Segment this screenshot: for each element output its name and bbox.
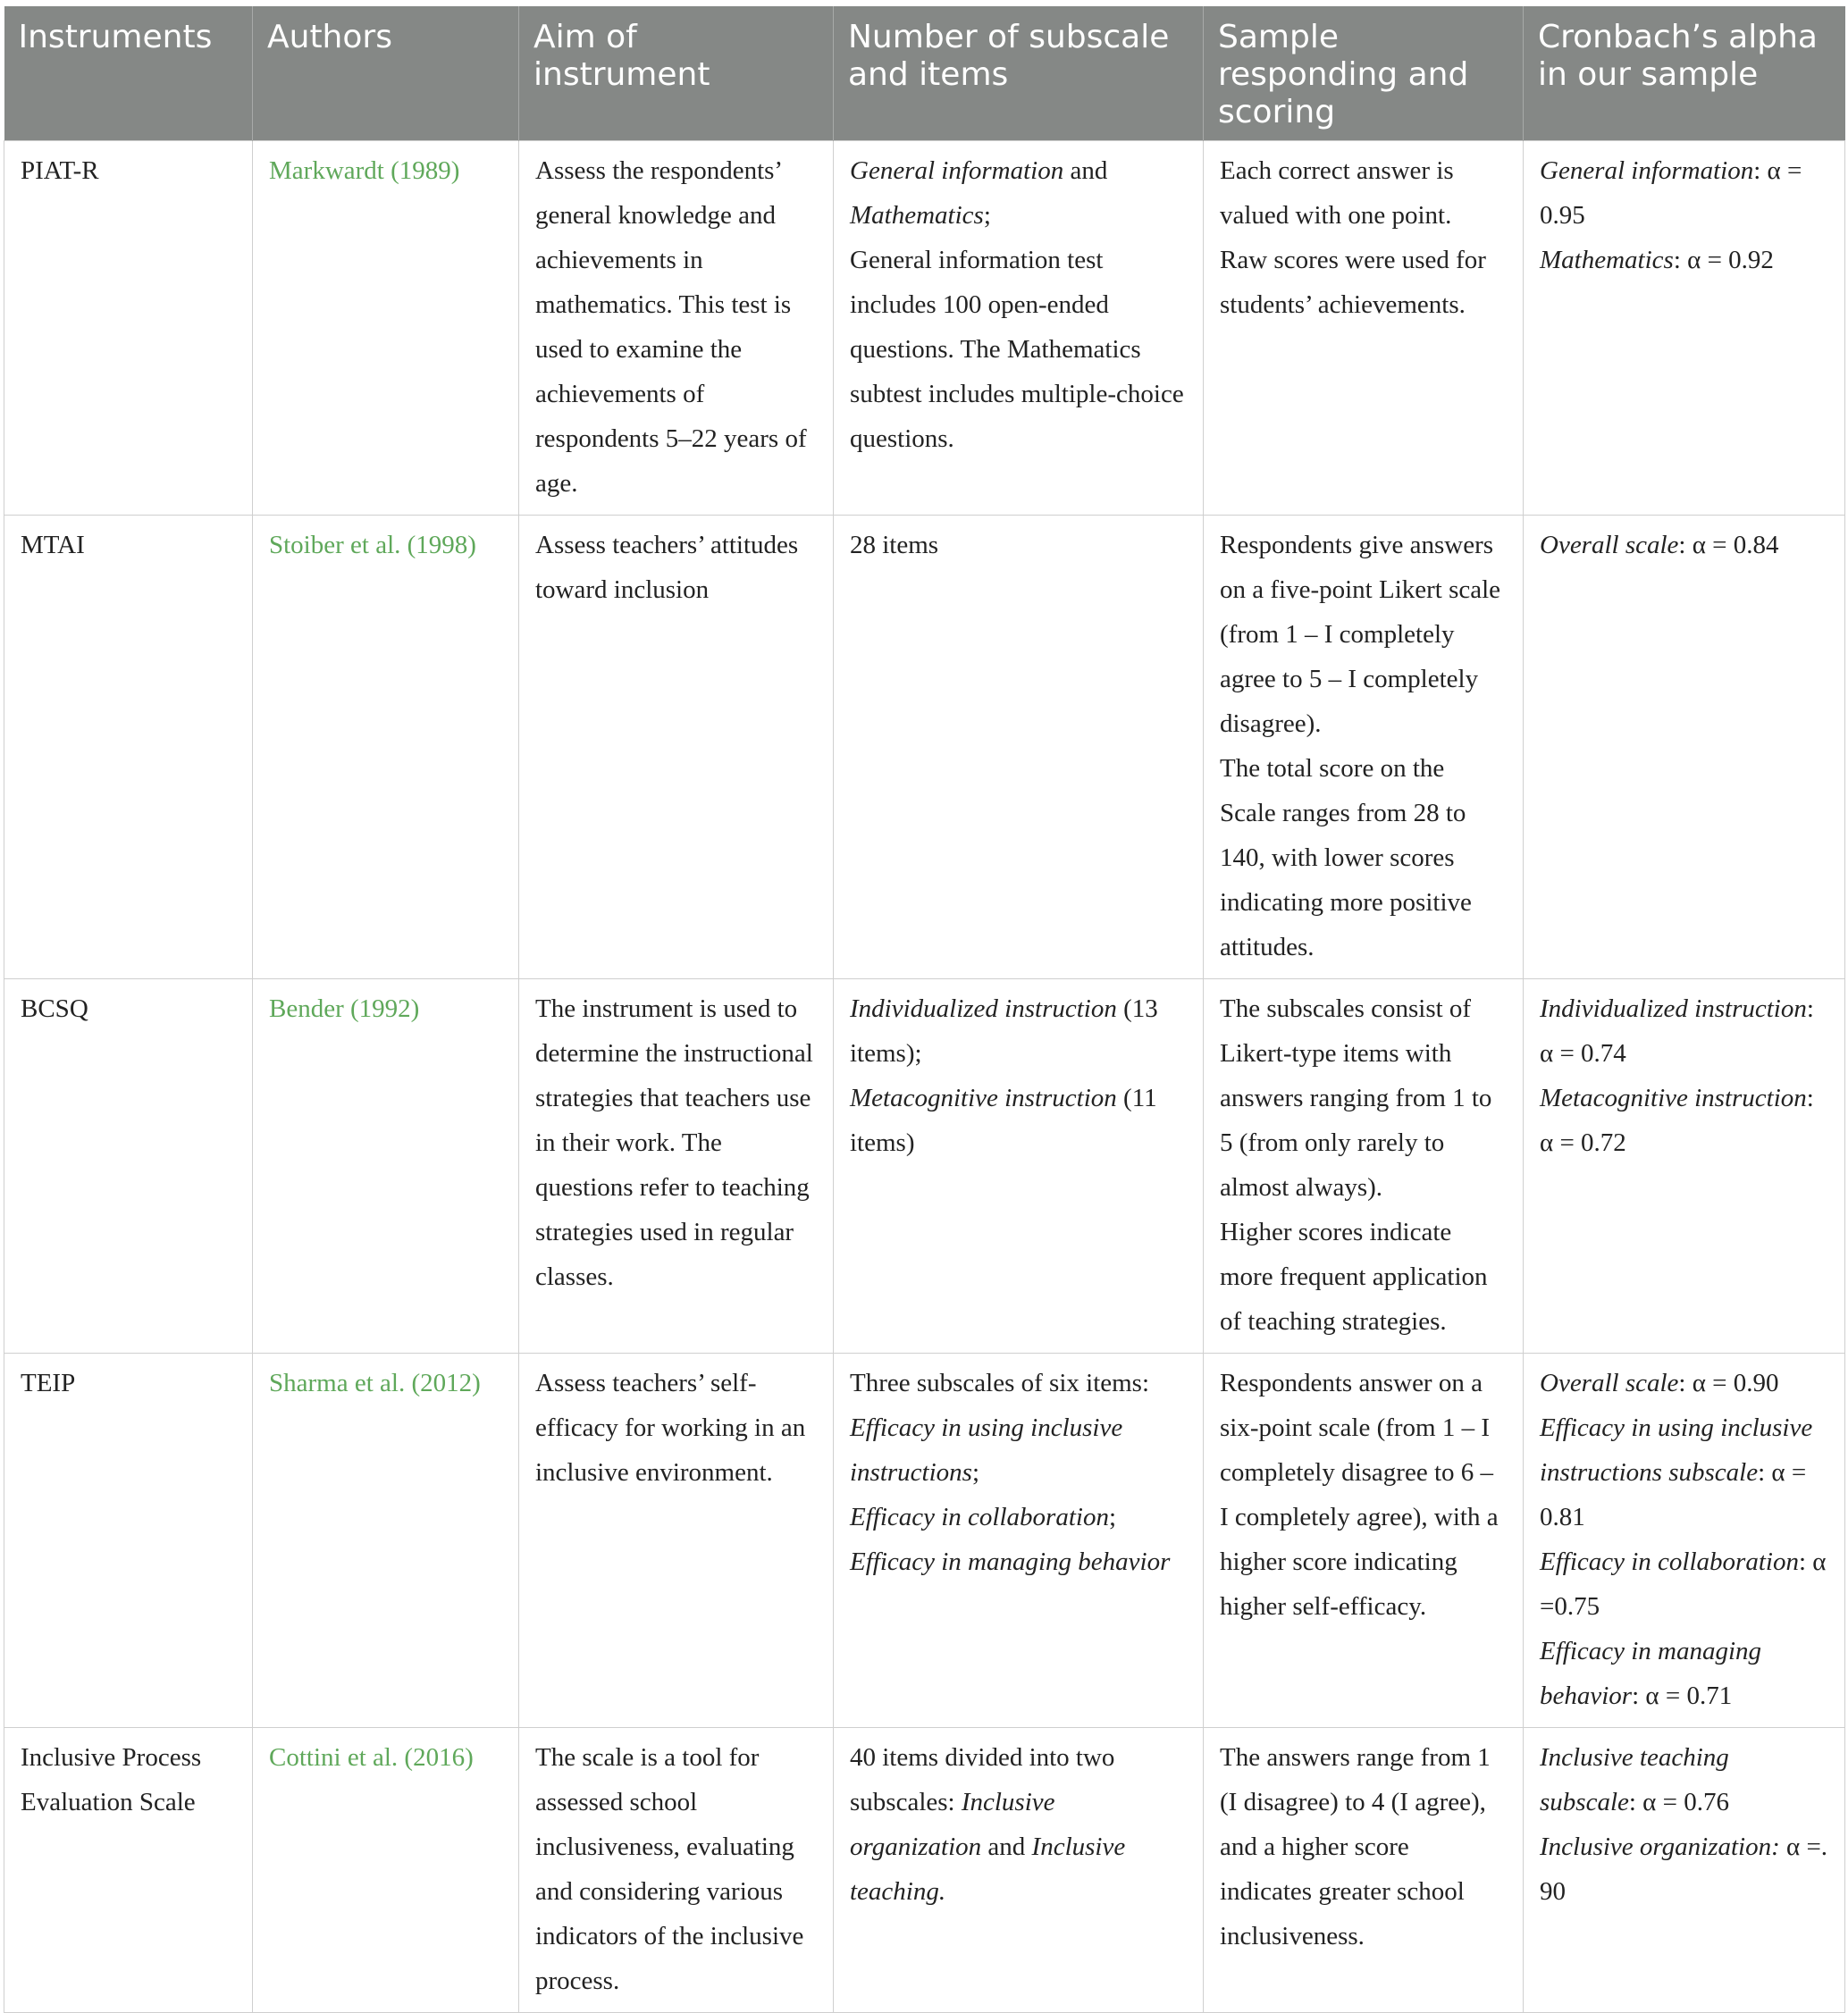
cell-author (253, 516, 519, 979)
items-line (850, 1735, 1187, 1914)
cell-author (253, 141, 519, 516)
cell-items (834, 1354, 1204, 1728)
alpha-line (1540, 1824, 1828, 1914)
cell-author (253, 1354, 519, 1728)
items-italic: Efficacy in using inclusive instructions (850, 1413, 1123, 1487)
alpha-line (1540, 986, 1828, 1076)
author-citation-link[interactable]: Bender (1992) (269, 994, 420, 1023)
alpha-value: : α =0.75 (1540, 1547, 1827, 1621)
cell-aim: The scale is a tool for assessed school inclusiveness, evaluating and considering various indicators of the inclusive process. (519, 1728, 834, 2013)
cell-instrument: MTAI (4, 516, 253, 979)
items-line (850, 1076, 1187, 1165)
cell-items (834, 141, 1204, 516)
items-line (850, 1405, 1187, 1495)
items-italic: General information (850, 156, 1064, 185)
alpha-value: : α = 0.95 (1540, 156, 1802, 230)
scoring-line: The answers range from 1 (I disagree) to 4 (I agree), and a higher score indicates greater school inclusiveness. (1220, 1743, 1491, 1950)
items-italic: Efficacy in managing behavior (850, 1547, 1171, 1576)
author-citation-link[interactable]: Markwardt (1989) (269, 156, 460, 185)
alpha-value: : α = 0.81 (1540, 1458, 1807, 1531)
alpha-value: : α = 0.72 (1540, 1084, 1814, 1157)
cell-aim: Assess teachers’ attitudes toward inclusion (519, 516, 834, 979)
cell-instrument: TEIP (4, 1354, 253, 1728)
alpha-label: Inclusive teaching subscale (1540, 1743, 1729, 1816)
items-text: 40 items divided into two subscales: (850, 1743, 1115, 1816)
table-row (4, 979, 1845, 1354)
table-body (4, 141, 1845, 2013)
items-italic: Mathematics (850, 201, 984, 230)
cell-instrument: PIAT-R (4, 141, 253, 516)
alpha-value: : α = 0.90 (1678, 1369, 1779, 1397)
cell-instrument: Inclusive Process Evaluation Scale (4, 1728, 253, 2013)
alpha-line (1540, 1735, 1828, 1824)
alpha-line (1540, 238, 1828, 282)
alpha-value: α =. 90 (1540, 1833, 1828, 1906)
cell-alpha (1524, 1354, 1845, 1728)
items-italic: Inclusive teaching. (850, 1833, 1126, 1906)
cell-scoring (1204, 516, 1524, 979)
cell-aim: Assess teachers’ self-efficacy for working in an inclusive environment. (519, 1354, 834, 1728)
cell-alpha (1524, 979, 1845, 1354)
cell-alpha (1524, 141, 1845, 516)
alpha-label: General information (1540, 156, 1754, 185)
items-text: and (981, 1833, 1032, 1861)
alpha-value: : α = 0.76 (1628, 1788, 1729, 1816)
items-text: (13 items); (850, 994, 1158, 1068)
items-italic: Efficacy in collaboration (850, 1503, 1109, 1531)
cell-scoring (1204, 979, 1524, 1354)
scoring-line: Higher scores indicate more frequent application of teaching strategies. (1220, 1218, 1488, 1336)
cell-aim: The instrument is used to determine the instructional strategies that teachers use in their work. The questions refer to teaching strategies used in regular classes. (519, 979, 834, 1354)
alpha-line (1540, 148, 1828, 238)
cell-scoring (1204, 1354, 1524, 1728)
cell-items (834, 1728, 1204, 2013)
cell-scoring (1204, 141, 1524, 516)
items-text: ; (971, 1458, 980, 1487)
table-row (4, 1354, 1845, 1728)
alpha-label: Metacognitive instruction (1540, 1084, 1807, 1112)
header-cronbach-alpha: Cronbach’s alpha in our sample (1524, 6, 1845, 141)
table-header (4, 6, 1845, 141)
scoring-line: Raw scores were used for students’ achievements. (1220, 246, 1486, 319)
alpha-label: Efficacy in collaboration (1540, 1547, 1799, 1576)
header-instruments: Instruments (4, 6, 253, 141)
alpha-line (1540, 1629, 1828, 1718)
alpha-label: Overall scale (1540, 1369, 1679, 1397)
items-italic: Metacognitive instruction (850, 1084, 1117, 1112)
header-subscales-items: Number of subscale and items (834, 6, 1204, 141)
table-row (4, 516, 1845, 979)
items-text: (11 items) (850, 1084, 1157, 1157)
items-line: Three subscales of six items: (850, 1369, 1150, 1397)
cell-instrument: BCSQ (4, 979, 253, 1354)
items-line (850, 1495, 1187, 1539)
header-sample-scoring: Sample responding and scoring (1204, 6, 1524, 141)
author-citation-link[interactable]: Cottini et al. (2016) (269, 1743, 474, 1772)
alpha-value: : α = 0.84 (1678, 531, 1779, 559)
alpha-label: Mathematics (1540, 246, 1674, 274)
scoring-line: Respondents answer on a six-point scale (from 1 – I completely disagree to 6 – I completely agree), with a higher score indicating higher self-efficacy. (1220, 1369, 1499, 1621)
alpha-value: : α = 0.71 (1632, 1682, 1733, 1710)
alpha-label: Inclusive organization: (1540, 1833, 1780, 1861)
items-italic: Inclusive organization (850, 1788, 1055, 1861)
cell-items: 28 items (834, 516, 1204, 979)
items-line (850, 148, 1187, 238)
alpha-line (1540, 1405, 1828, 1539)
author-citation-link[interactable]: Sharma et al. (2012) (269, 1369, 481, 1397)
items-text: ; (1108, 1503, 1117, 1531)
items-italic: Individualized instruction (850, 994, 1117, 1023)
items-text: and (1063, 156, 1108, 185)
header-aim: Aim of instrument (519, 6, 834, 141)
alpha-label: Efficacy in using inclusive instructions subscale (1540, 1413, 1813, 1487)
scoring-line: Respondents give answers on a five-point Likert scale (from 1 – I completely agree to 5 – I completely disagree). (1220, 531, 1501, 738)
scoring-line: The subscales consist of Likert-type items with answers ranging from 1 to 5 (from only rarely to almost always). (1220, 994, 1492, 1202)
scoring-line: The total score on the Scale ranges from 28 to 140, with lower scores indicating more positive attitudes. (1220, 754, 1472, 961)
alpha-value: : α = 0.74 (1540, 994, 1814, 1068)
alpha-line (1540, 523, 1828, 567)
items-line: General information test includes 100 open-ended questions. The Mathematics subtest includes multiple-choice questions. (850, 246, 1184, 453)
alpha-label: Overall scale (1540, 531, 1679, 559)
cell-author (253, 979, 519, 1354)
items-line (850, 1539, 1187, 1584)
table-row (4, 141, 1845, 516)
cell-author (253, 1728, 519, 2013)
alpha-label: Individualized instruction (1540, 994, 1807, 1023)
scoring-line: Each correct answer is valued with one point. (1220, 156, 1454, 230)
items-text: ; (983, 201, 991, 230)
alpha-line (1540, 1076, 1828, 1165)
cell-aim: Assess the respondents’ general knowledge and achievements in mathematics. This test is used to examine the achievements of respondents 5–22 years of age. (519, 141, 834, 516)
instruments-table (4, 6, 1845, 2013)
alpha-label: Efficacy in managing behavior (1540, 1637, 1762, 1710)
alpha-line (1540, 1539, 1828, 1629)
cell-alpha (1524, 516, 1845, 979)
header-authors: Authors (253, 6, 519, 141)
cell-scoring (1204, 1728, 1524, 2013)
header-row (4, 6, 1845, 141)
alpha-line (1540, 1361, 1828, 1405)
cell-alpha (1524, 1728, 1845, 2013)
author-citation-link[interactable]: Stoiber et al. (1998) (269, 531, 476, 559)
items-line (850, 986, 1187, 1076)
table-row (4, 1728, 1845, 2013)
cell-items (834, 979, 1204, 1354)
alpha-value: : α = 0.92 (1673, 246, 1774, 274)
